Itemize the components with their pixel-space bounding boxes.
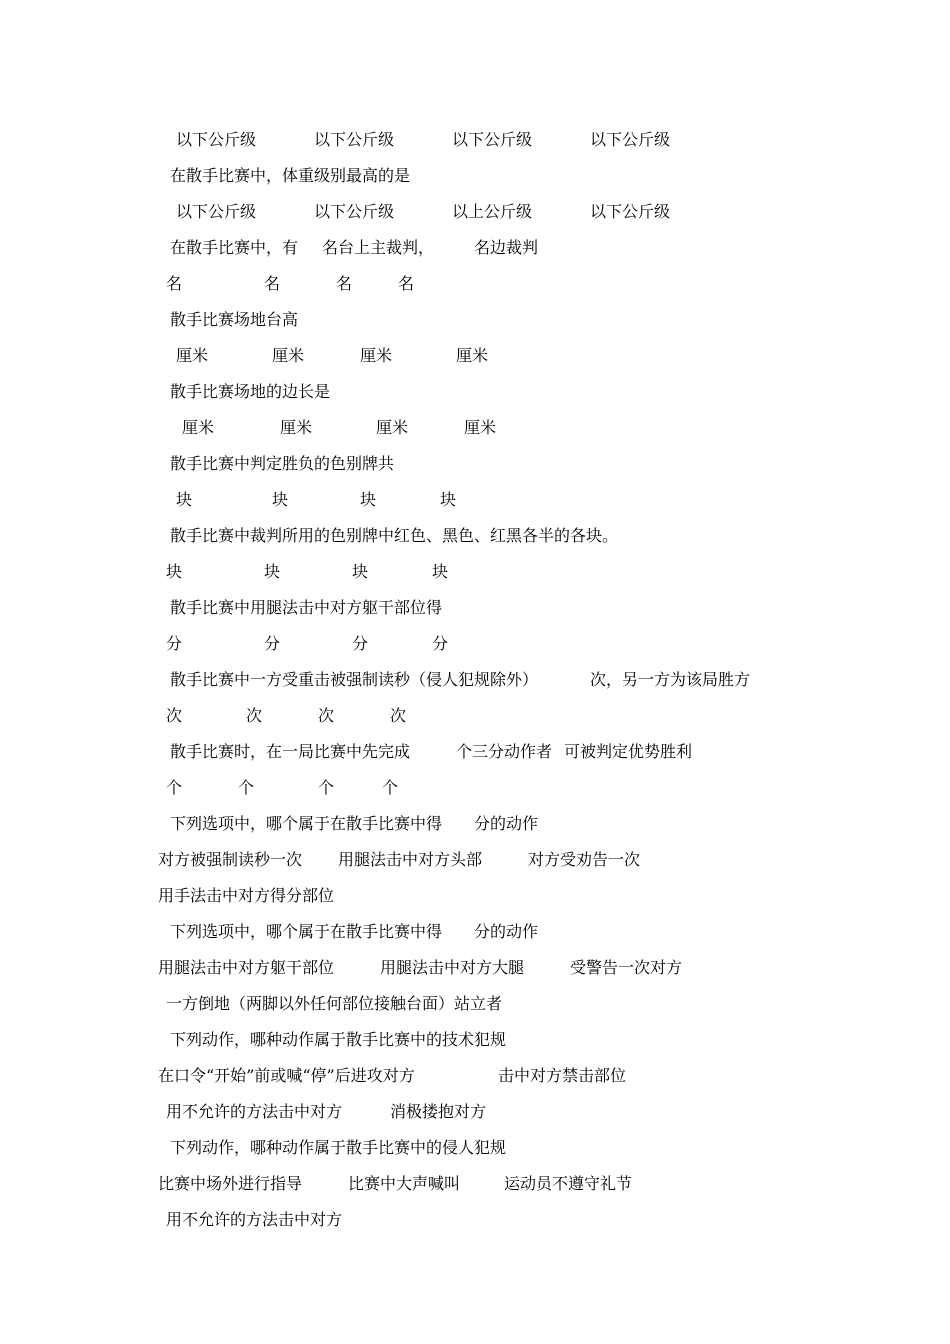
text-segment: 分 [432, 634, 449, 653]
text-segment: 分 [264, 634, 281, 653]
text-segment: 一方倒地（两脚以外任何部位接触台面）站立者 [166, 994, 503, 1013]
text-segment: 以上公斤级 [452, 202, 533, 221]
text-segment: 块 [166, 562, 183, 581]
text-segment: 块 [360, 490, 377, 509]
text-segment: 个 [238, 778, 255, 797]
text-segment: 运动员不遵守礼节 [504, 1174, 633, 1193]
text-segment: 块 [352, 562, 369, 581]
text-segment: 分的动作 [474, 922, 539, 941]
text-segment: 以下公斤级 [176, 130, 257, 149]
text-segment: 用手法击中对方得分部位 [158, 886, 335, 905]
text-segment: 散手比赛场地台高 [170, 310, 299, 329]
text-segment: 块 [264, 562, 281, 581]
text-segment: 在散手比赛中，体重级别最高的是 [170, 166, 411, 185]
text-segment: 对方受劝告一次 [528, 850, 641, 869]
text-segment: 以下公斤级 [176, 202, 257, 221]
text-segment: 对方被强制读秒一次 [158, 850, 303, 869]
text-segment: 次，另一方为该局胜方 [590, 670, 751, 689]
text-segment: 下列动作，哪种动作属于散手比赛中的侵人犯规 [170, 1138, 507, 1157]
text-segment: 块 [176, 490, 193, 509]
text-segment: 用不允许的方法击中对方 [166, 1210, 343, 1229]
text-segment: 块 [432, 562, 449, 581]
text-segment: 名 [264, 274, 281, 293]
text-segment: 散手比赛中判定胜负的色别牌共 [170, 454, 395, 473]
text-segment: 次 [318, 706, 335, 725]
text-segment: 次 [166, 706, 183, 725]
text-segment: 用腿法击中对方躯干部位 [158, 958, 335, 977]
text-segment: 分 [166, 634, 183, 653]
text-segment: 以下公斤级 [314, 130, 395, 149]
text-segment: 厘米 [182, 418, 215, 437]
text-segment: 消极搂抱对方 [390, 1102, 487, 1121]
text-segment: 厘米 [456, 346, 489, 365]
text-segment: 厘米 [464, 418, 497, 437]
text-segment: 可被判定优势胜利 [564, 742, 693, 761]
text-segment: 次 [390, 706, 407, 725]
text-segment: 以下公斤级 [590, 202, 671, 221]
text-segment: 个 [166, 778, 183, 797]
text-segment: 分的动作 [474, 814, 539, 833]
text-segment: 用腿法击中对方头部 [338, 850, 483, 869]
text-segment: 厘米 [176, 346, 209, 365]
text-segment: 受警告一次对方 [570, 958, 683, 977]
text-segment: 散手比赛时，在一局比赛中先完成 [170, 742, 411, 761]
text-segment: 以下公斤级 [590, 130, 671, 149]
text-segment: 名 [166, 274, 183, 293]
text-segment: 个 [382, 778, 399, 797]
text-segment: 厘米 [280, 418, 313, 437]
text-segment: 下列动作，哪种动作属于散手比赛中的技术犯规 [170, 1030, 507, 1049]
text-segment: 名台上主裁判， [322, 238, 435, 257]
text-segment: 块 [440, 490, 457, 509]
text-segment: 在口令“开始”前或喊“停”后进攻对方 [158, 1066, 415, 1085]
text-segment: 用腿法击中对方大腿 [380, 958, 525, 977]
text-segment: 散手比赛中一方受重击被强制读秒（侵人犯规除外） [170, 670, 539, 689]
text-segment: 下列选项中，哪个属于在散手比赛中得 [170, 922, 443, 941]
text-segment: 块 [272, 490, 289, 509]
text-segment: 名边裁判 [474, 238, 539, 257]
text-segment: 分 [352, 634, 369, 653]
text-segment: 散手比赛中裁判所用的色别牌中红色、黑色、红黑各半的各块。 [170, 526, 619, 545]
text-segment: 名 [336, 274, 353, 293]
text-segment: 击中对方禁击部位 [498, 1066, 627, 1085]
text-segment: 用不允许的方法击中对方 [166, 1102, 343, 1121]
text-segment: 以下公斤级 [314, 202, 395, 221]
text-segment: 比赛中大声喊叫 [348, 1174, 461, 1193]
text-segment: 厘米 [360, 346, 393, 365]
text-segment: 厘米 [376, 418, 409, 437]
text-segment: 比赛中场外进行指导 [158, 1174, 303, 1193]
text-segment: 散手比赛中用腿法击中对方躯干部位得 [170, 598, 443, 617]
text-segment: 次 [246, 706, 263, 725]
text-segment: 名 [398, 274, 415, 293]
text-segment: 个 [318, 778, 335, 797]
text-segment: 以下公斤级 [452, 130, 533, 149]
text-segment: 下列选项中，哪个属于在散手比赛中得 [170, 814, 443, 833]
text-segment: 个三分动作者 [456, 742, 553, 761]
text-segment: 散手比赛场地的边长是 [170, 382, 331, 401]
text-segment: 在散手比赛中，有 [170, 238, 299, 257]
text-segment: 厘米 [272, 346, 305, 365]
